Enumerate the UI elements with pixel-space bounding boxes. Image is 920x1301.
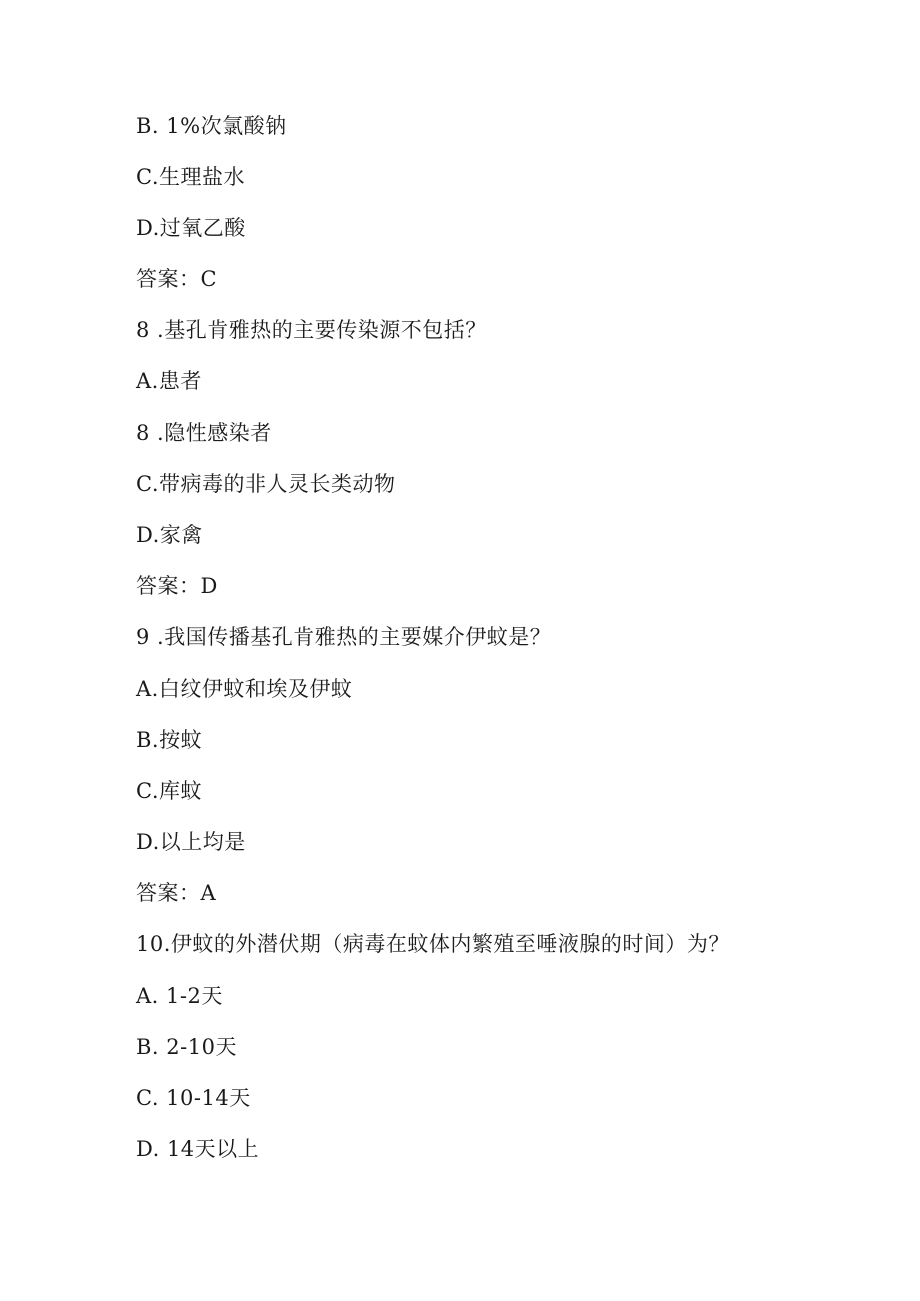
question-8: 8 .基孔肯雅热的主要传染源不包括？ bbox=[136, 318, 487, 342]
q9-option-c: C.库蚊 bbox=[136, 779, 202, 803]
option-c-saline: C.生理盐水 bbox=[136, 165, 245, 189]
q9-option-b: B.按蚊 bbox=[136, 728, 203, 752]
q8-option-c: C.带病毒的非人灵长类动物 bbox=[136, 472, 396, 496]
q8-option-a: A.患者 bbox=[136, 369, 202, 393]
q8-option-d: D.家禽 bbox=[136, 523, 203, 547]
answer-7: 答案：C bbox=[136, 267, 218, 291]
option-d-peracetic-acid: D.过氧乙酸 bbox=[136, 216, 246, 240]
question-9: 9 .我国传播基孔肯雅热的主要媒介伊蚊是？ bbox=[136, 625, 552, 649]
q10-option-b: B. 2-10天 bbox=[136, 1035, 237, 1059]
question-10: 10.伊蚊的外潜伏期（病毒在蚊体内繁殖至唾液腺的时间）为？ bbox=[136, 932, 730, 956]
q10-option-d: D. 14天以上 bbox=[136, 1137, 260, 1161]
q10-option-a: A. 1-2天 bbox=[136, 984, 223, 1008]
q9-option-a: A.白纹伊蚊和埃及伊蚊 bbox=[136, 677, 353, 701]
answer-9: 答案：A bbox=[136, 881, 217, 905]
answer-8: 答案：D bbox=[136, 574, 218, 598]
q10-option-c: C. 10-14天 bbox=[136, 1086, 251, 1110]
q8-option-b: 8 .隐性感染者 bbox=[136, 421, 272, 445]
option-b-sodium-hypochlorite: B. 1%次氯酸钠 bbox=[136, 114, 287, 138]
q9-option-d: D.以上均是 bbox=[136, 830, 246, 854]
